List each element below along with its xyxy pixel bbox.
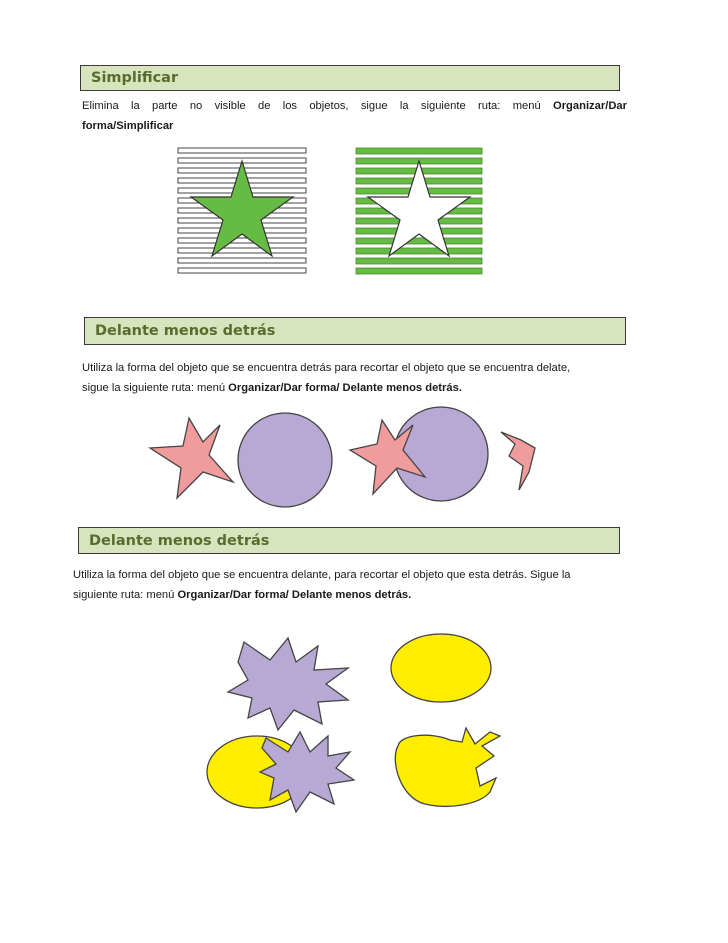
paragraph-delante-1-line2: sigue la siguiente ruta: menú Organizar/Dar forma/ Delante menos detrás.: [82, 382, 462, 394]
section-header-delante-menos-detras-1: [84, 317, 626, 345]
section-header-delante-menos-detras-2: [78, 527, 620, 554]
front-minus-back-illustration: [200, 628, 530, 818]
purple-burst: [228, 638, 348, 730]
section-title: Simplificar: [91, 70, 179, 86]
section-title: Delante menos detrás: [89, 532, 270, 549]
pink-star: [150, 418, 233, 498]
yellow-ellipse-cut: [395, 728, 500, 806]
paragraph-delante-1-line1: Utiliza la forma del objeto que se encuentra detrás para recortar el objeto que se encuentra delate,: [82, 362, 571, 374]
purple-circle: [238, 413, 332, 507]
purple-circle-overlap: [394, 407, 488, 501]
yellow-ellipse: [391, 634, 491, 702]
back-minus-front-illustration: [145, 400, 550, 505]
paragraph-simplificar-line1: Elimina la parte no visible de los objetos, sigue la siguiente ruta: menú Organizar/Dar: [82, 100, 627, 112]
paragraph-delante-2-line1: Utiliza la forma del objeto que se encuentra delante, para recortar el objeto que esta detrás. Sigue la: [73, 569, 571, 581]
simplify-before-illustration: [175, 145, 310, 280]
paragraph-simplificar-line2: forma/Simplificar: [82, 120, 174, 132]
simplify-after-illustration: [352, 145, 487, 280]
section-header-simplificar: [80, 65, 620, 91]
paragraph-delante-2-line2: siguiente ruta: menú Organizar/Dar forma/ Delante menos detrás.: [73, 589, 412, 601]
section-title: Delante menos detrás: [95, 323, 276, 339]
pink-star-fragment: [501, 432, 535, 490]
